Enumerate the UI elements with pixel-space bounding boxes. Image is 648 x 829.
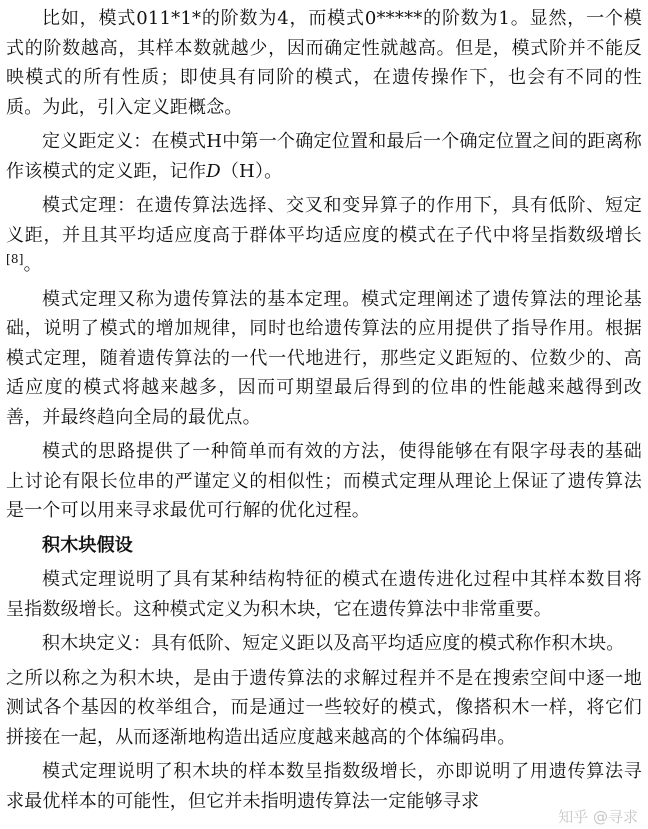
paragraph-building-block-reason: 之所以称之为积木块，是由于遗传算法的求解过程并不是在搜索空间中逐一地测试各个基因的枚举组合，而是通过一些较好的模式，像搭积木一样，将它们拼接在一起，从而逐渐地构造出适应度越来越高的个体编码串。 bbox=[6, 667, 642, 748]
paragraph-building-block-growth: 模式定理说明了积木块的样本数呈指数级增长，亦即说明了用遗传算法寻求最优样本的可能性，但它并未指明遗传算法一定能够寻求 bbox=[6, 761, 642, 812]
paragraph-defining-length bbox=[6, 127, 642, 186]
citation-reference: [8] bbox=[6, 252, 24, 266]
defining-length-symbol: D bbox=[206, 160, 221, 182]
paragraph-order-example: 比如，模式011*1*的阶数为4，而模式0*****的阶数为1。显然，一个模式的阶数越高，其样本数就越少，因而确定性就越高。但是，模式阶并不能反映模式的所有性质；即使具有同阶的模式，在遗传操作下，也会有不同的性质。为此，引入定义距概念。 bbox=[6, 8, 642, 118]
paragraph-schema-theorem bbox=[6, 191, 642, 280]
paragraph-building-block-intro: 模式定理说明了具有某种结构特征的模式在遗传进化过程中其样本数目将呈指数级增长。这种模式定义为积木块，它在遗传算法中非常重要。 bbox=[6, 569, 642, 620]
defining-length-notation: （H）。 bbox=[220, 160, 283, 182]
defining-length-text: 定义距定义：在模式H中第一个确定位置和最后一个确定位置之间的距离称作该模式的定义距，记作 bbox=[6, 131, 642, 182]
paragraph-schema-approach: 模式的思路提供了一种简单而有效的方法，使得能够在有限字母表的基础上讨论有限长位串的严谨定义的相似性；而模式定理从理论上保证了遗传算法是一个可以用来寻求最优可行解的优化过程。 bbox=[6, 441, 642, 521]
schema-theorem-text: 模式定理：在遗传算法选择、交叉和变异算子的作用下，具有低阶、短定义距，并且其平均适应度高于群体平均适应度的模式在子代中将呈指数级增长 bbox=[6, 195, 642, 246]
paragraph-fundamental-theorem: 模式定理又称为遗传算法的基本定理。模式定理阐述了遗传算法的理论基础，说明了模式的增加规律，同时也给遗传算法的应用提供了指导作用。根据模式定理，随着遗传算法的一代一代地进行，那些定义距短的、位数少的、高适应度的模式将越来越多，因而可期望最后得到的位串的性能越来越得到改善，并最终趋向全局的最优点。 bbox=[6, 288, 642, 428]
watermark-text: 知乎 @寻求 bbox=[558, 808, 638, 826]
section-heading: 积木块假设 bbox=[42, 534, 133, 556]
paragraph-building-block-definition: 积木块定义：具有低阶、短定义距以及高平均适应度的模式称作积木块。 bbox=[42, 633, 625, 654]
schema-theorem-end: 。 bbox=[23, 254, 42, 275]
